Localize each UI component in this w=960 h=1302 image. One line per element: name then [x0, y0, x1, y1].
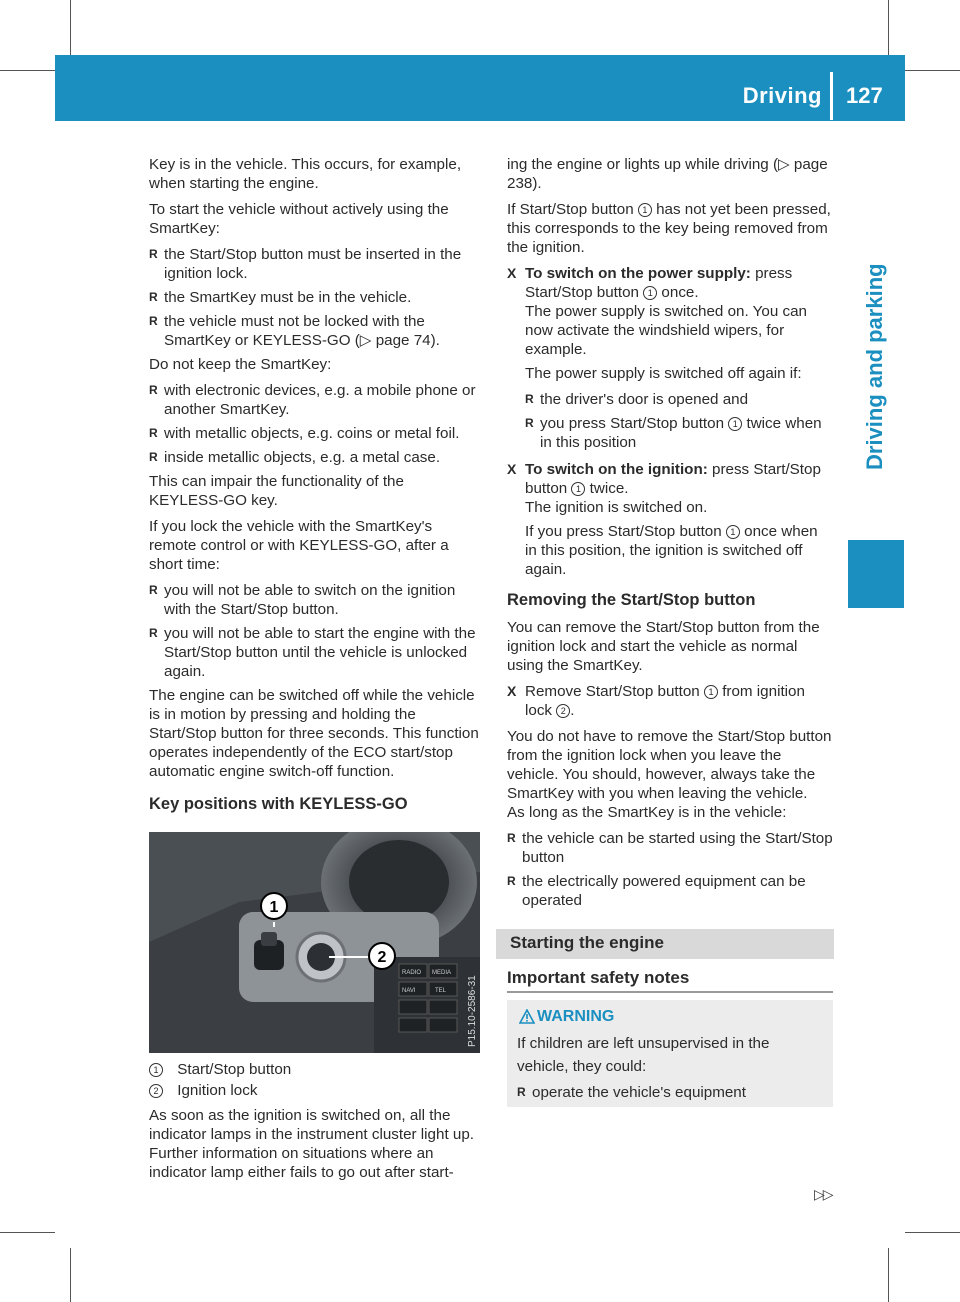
header-divider [830, 72, 833, 120]
photo-code: P15.10-2586-31 [467, 975, 478, 1047]
crop-mark [70, 0, 71, 55]
paragraph: If you lock the vehicle with the SmartKey's remote control or with KEYLESS-GO, after a short time: [149, 518, 449, 573]
section-bar [496, 929, 834, 959]
section-title: Driving [742, 83, 822, 108]
callout-2: 2 [377, 949, 387, 966]
paragraph: To start the vehicle without actively using the SmartKey: [149, 201, 449, 237]
list-item: R with electronic devices, e.g. a mobile phone or another SmartKey. [149, 381, 481, 419]
instruction-step: X To switch on the power supply: press Start/Stop button 1 once. The power supply is switched on. You can now activate the windshield wipers, for example. The power supply is switched off again if: [507, 264, 833, 383]
paragraph: You do not have to remove the Start/Stop button from the ignition lock when you leave the vehicle. You should, however, always take the SmartKey with you when leaving the vehicle. [507, 728, 832, 802]
legend-item [149, 1060, 481, 1079]
subsection-heading: Important safety notes [507, 968, 690, 987]
list-item: R the electrically powered equipment can be operated [507, 872, 833, 910]
paragraph: The engine can be switched off while the vehicle is in motion by pressing and holding the Start/Stop button for three seconds. This function operates independently of the ECO start/stop automatic engine switch-off function. [149, 687, 479, 780]
callout-number: 1 [149, 1063, 163, 1077]
list-item: R you will not be able to switch on the ignition with the Start/Stop button. [149, 581, 481, 619]
paragraph: If Start/Stop button 1 has not yet been pressed, this corresponds to the key being removed from the ignition. [507, 201, 831, 256]
list-item: R the Start/Stop button must be inserted in the ignition lock. [149, 245, 481, 283]
list-item: R the driver's door is opened and [525, 390, 833, 409]
chapter-label: Driving and parking [862, 263, 887, 470]
heading-key-positions: Key positions with KEYLESS-GO [149, 795, 408, 813]
photo-button-label: NAVI [402, 988, 416, 994]
crop-mark [0, 1232, 55, 1233]
crop-mark [905, 70, 960, 71]
crop-mark [0, 70, 55, 71]
legend-text: Ignition lock [177, 1082, 258, 1099]
photo-button-label: MEDIA [432, 970, 452, 976]
crop-mark [905, 1232, 960, 1233]
list-item: R the vehicle must not be locked with the SmartKey or KEYLESS-GO (▷ page 74). [149, 312, 481, 350]
ignition-photo [149, 832, 480, 1053]
list-item: R with metallic objects, e.g. coins or metal foil. [149, 424, 481, 443]
legend-item [149, 1081, 481, 1100]
crop-mark [888, 0, 889, 55]
list-item: R inside metallic objects, e.g. a metal case. [149, 448, 481, 467]
instruction-step: X Remove Start/Stop button 1 from ignition lock 2 . [507, 682, 833, 720]
list-item: R you press Start/Stop button 1 twice when in this position [525, 414, 833, 452]
heading-removing: Removing the Start/Stop button [507, 591, 756, 609]
list-item: R the vehicle can be started using the Start/Stop button [507, 829, 833, 867]
divider [507, 991, 833, 993]
photo-button-label: RADIO [402, 970, 422, 976]
warning-body: If children are left unsupervised in the vehicle, they could: R operate the vehicle's equipment [517, 1032, 823, 1109]
list-item: R operate the vehicle's equipment [517, 1081, 823, 1104]
paragraph: ing the engine or lights up while driving (▷ page 238). [507, 156, 828, 192]
crop-mark [888, 1248, 889, 1302]
left-column-bottom [149, 1060, 481, 1189]
paragraph: As soon as the ignition is switched on, all the indicator lamps in the instrument cluster light up. Further information on situations where an indicator lamp either fails to go out after start- [149, 1107, 474, 1181]
photo-button-label: TEL [435, 988, 447, 994]
paragraph: You can remove the Start/Stop button from the ignition lock and start the vehicle as normal using the SmartKey. [507, 619, 820, 674]
left-column [149, 155, 481, 822]
section-heading: Starting the engine [510, 933, 664, 952]
callout-1: 1 [269, 899, 279, 916]
crop-mark [70, 1248, 71, 1302]
callout-number: 2 [149, 1084, 163, 1098]
warning-box [507, 1000, 833, 1107]
instruction-step: X To switch on the ignition: press Start/Stop button 1 twice. The ignition is switched on. If you press Start/Stop button 1 once when in this position, the ignition is switched off again. [507, 460, 833, 579]
warning-icon [519, 1009, 535, 1024]
right-column [507, 155, 833, 915]
warning-title: WARNING [537, 1008, 615, 1025]
page-number: 127 [846, 83, 883, 108]
continue-arrows: ▷▷ [814, 1186, 832, 1202]
chapter-tab [848, 540, 904, 608]
paragraph: This can impair the functionality of the KEYLESS-GO key. [149, 473, 404, 509]
paragraph: Key is in the vehicle. This occurs, for example, when starting the engine. [149, 156, 462, 192]
list-item: R the SmartKey must be in the vehicle. [149, 288, 481, 307]
paragraph: Do not keep the SmartKey: [149, 356, 332, 373]
paragraph: As long as the SmartKey is in the vehicle: [507, 804, 787, 821]
list-item: R you will not be able to start the engine with the Start/Stop button until the vehicle is unlocked again. [149, 624, 481, 681]
legend-text: Start/Stop button [177, 1061, 292, 1078]
